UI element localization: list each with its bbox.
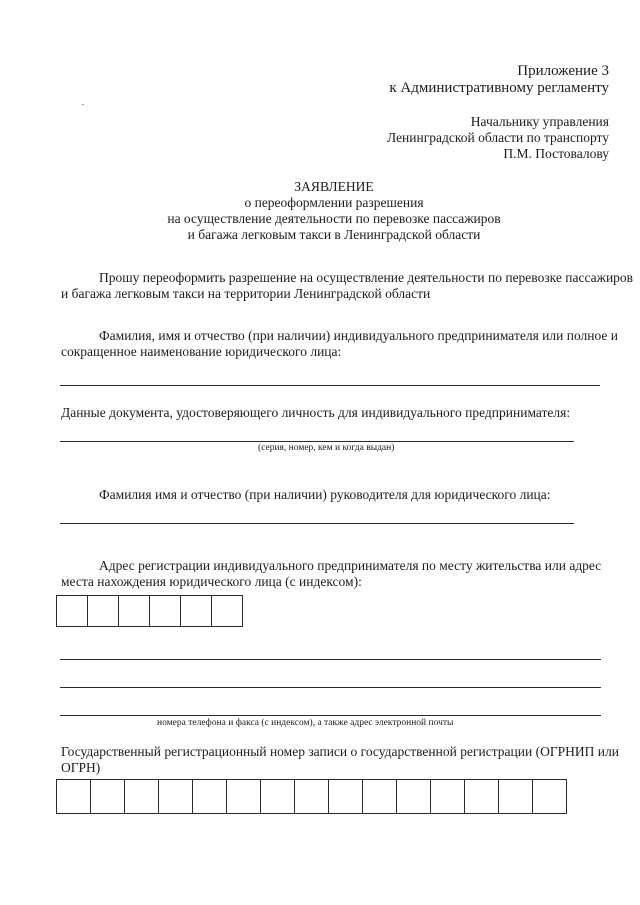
postcode-cell[interactable] [56,595,88,627]
appendix-number: Приложение 3 [517,63,609,79]
contacts-input-line[interactable] [60,715,601,716]
appendix-reference: к Административному регламенту [389,80,609,96]
document-subtitle-3: и багажа легковым такси в Ленинградской области [187,227,481,242]
addressee-position: Начальнику управления [470,114,609,129]
ogrn-cell[interactable] [260,779,295,814]
postcode-cell[interactable] [87,595,119,627]
document-subtitle-1: о переоформлении разрешения [244,195,424,210]
postcode-cell[interactable] [211,595,243,627]
ogrn-cell[interactable] [294,779,329,814]
ogrn-cell[interactable] [362,779,397,814]
name-label-line2: сокращенное наименование юридического лица: [61,344,342,359]
address-label-line2: места нахождения юридического лица (с индексом): [61,574,362,589]
ogrn-cell[interactable] [498,779,533,814]
ogrn-cell[interactable] [328,779,363,814]
request-text-line1: Прошу переоформить разрешение на осуществление деятельности по перевозке пассажиров [99,270,634,285]
postcode-cell[interactable] [149,595,181,627]
postcode-cell[interactable] [180,595,212,627]
ogrn-cell[interactable] [56,779,91,814]
name-input-line[interactable] [60,385,600,386]
ogrn-cell[interactable] [124,779,159,814]
ogrn-cell[interactable] [532,779,567,814]
ogrn-cell[interactable] [226,779,261,814]
document-title: ЗАЯВЛЕНИЕ [294,179,374,194]
ogrn-cell[interactable] [90,779,125,814]
contacts-caption: номера телефона и факса (с индексом), а также адрес электронной почты [157,718,454,728]
id-document-input-line[interactable] [60,441,574,442]
request-text-line2: и багажа легковым такси на территории Ленинградской области [61,286,431,301]
head-label: Фамилия имя и отчество (при наличии) руководителя для юридического лица: [99,487,551,502]
address-input-line-2[interactable] [60,687,601,688]
postcode-cell[interactable] [118,595,150,627]
ogrn-cell[interactable] [430,779,465,814]
head-input-line[interactable] [60,523,574,524]
ogrn-cell[interactable] [158,779,193,814]
ogrn-cell[interactable] [192,779,227,814]
postcode-boxes[interactable] [56,595,243,627]
address-label-line1: Адрес регистрации индивидуального предпринимателя по месту жительства или адрес [99,558,602,573]
name-label-line1: Фамилия, имя и отчество (при наличии) индивидуального предпринимателя или полное и [99,328,618,343]
addressee-department: Ленинградской области по транспорту [387,130,609,145]
addressee-name: П.М. Постовалову [503,146,609,161]
id-document-label: Данные документа, удостоверяющего личность для индивидуального предпринимателя: [61,405,571,420]
ogrn-cell[interactable] [464,779,499,814]
ogrn-cell[interactable] [396,779,431,814]
address-input-line-1[interactable] [60,659,601,660]
document-subtitle-2: на осуществление деятельности по перевозке пассажиров [167,211,501,226]
ogrn-label-line1: Государственный регистрационный номер записи о государственной регистрации (ОГРНИП или [61,744,619,759]
ogrn-boxes[interactable] [56,779,567,814]
scan-speck [82,104,84,105]
id-document-caption: (серия, номер, кем и когда выдан) [258,443,395,453]
ogrn-label-line2: ОГРН) [61,760,101,775]
